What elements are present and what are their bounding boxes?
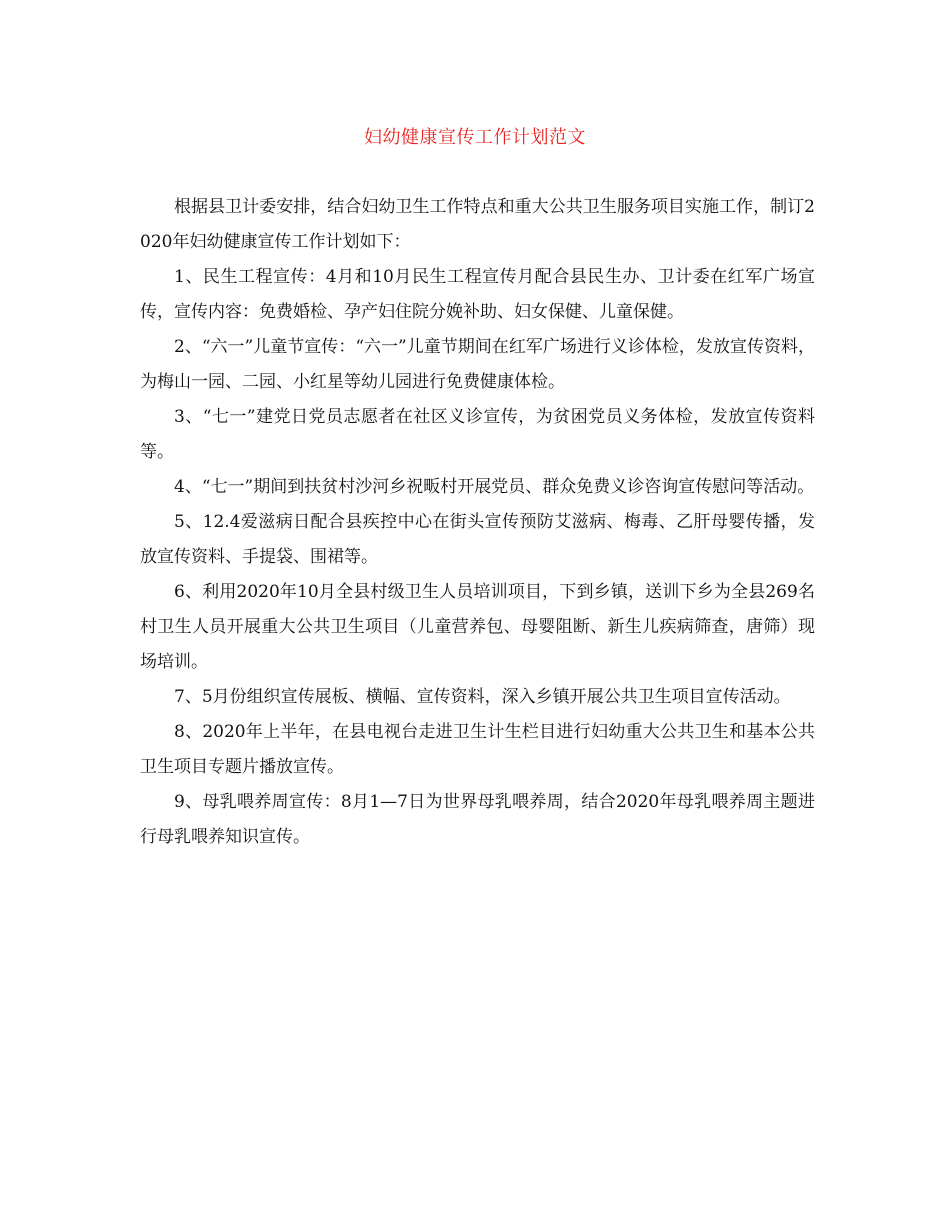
paragraph-item-7: 7、5月份组织宣传展板、横幅、宣传资料，深入乡镇开展公共卫生项目宣传活动。: [174, 687, 791, 707]
paragraph-item-6: 6、利用2020年10月全县村级卫生人员培训项目，下到乡镇，送训下乡为全县269名村卫生人员开展重大公共卫生项目（儿童营养包、母婴阻断、新生儿疾病筛查，唐筛）现场培训。: [140, 582, 815, 672]
paragraph-item-9: 9、母乳喂养周宣传：8月1—7日为世界母乳喂养周，结合2020年母乳喂养周主题进行母乳喂养知识宣传。: [140, 792, 815, 847]
paragraph-item-1: 1、民生工程宣传：4月和10月民生工程宣传月配合县民生办、卫计委在红军广场宣传，宣传内容：免费婚检、孕产妇住院分娩补助、妇女保健、儿童保健。: [140, 267, 815, 322]
document-body: [140, 190, 815, 855]
paragraph-intro: 根据县卫计委安排，结合妇幼卫生工作特点和重大公共卫生服务项目实施工作，制订2020年妇幼健康宣传工作计划如下：: [140, 197, 815, 252]
document-title: 妇幼健康宣传工作计划范文: [364, 127, 586, 148]
paragraph-item-2: 2、“六一”儿童节宣传：“六一”儿童节期间在红军广场进行义诊体检，发放宣传资料，为梅山一园、二园、小红星等幼儿园进行免费健康体检。: [140, 337, 815, 392]
paragraph-item-3: 3、“七一”建党日党员志愿者在社区义诊宣传，为贫困党员义务体检，发放宣传资料等。: [140, 407, 815, 462]
paragraph-item-5: 5、12.4爱滋病日配合县疾控中心在街头宣传预防艾滋病、梅毒、乙肝母婴传播，发放宣传资料、手提袋、围裙等。: [140, 512, 815, 567]
paragraph-item-4: 4、“七一”期间到扶贫村沙河乡祝畈村开展党员、群众免费义诊咨询宣传慰问等活动。: [174, 477, 815, 497]
paragraph-item-8: 8、2020年上半年，在县电视台走进卫生计生栏目进行妇幼重大公共卫生和基本公共卫生项目专题片播放宣传。: [140, 722, 815, 777]
